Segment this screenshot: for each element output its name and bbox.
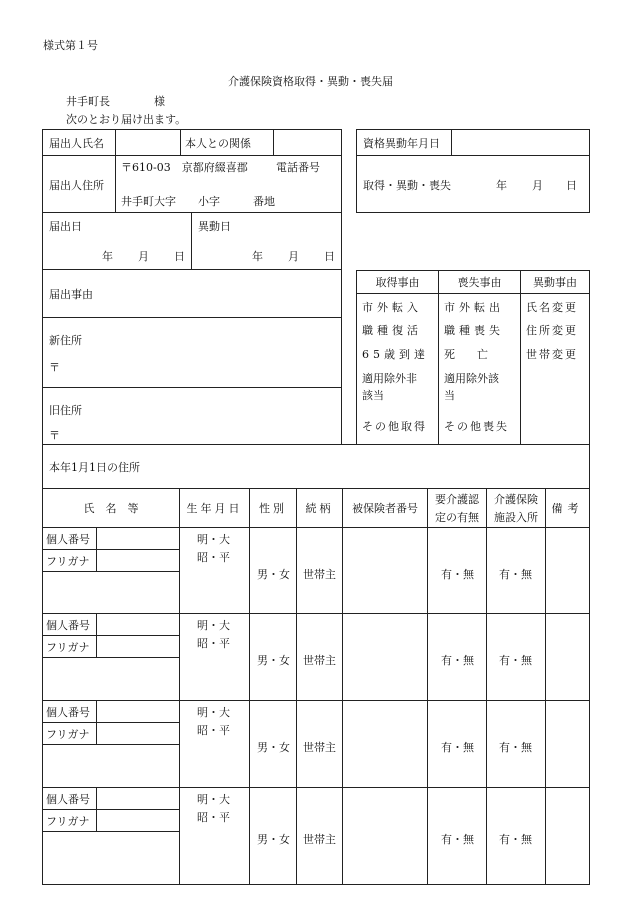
th-relation: 続柄 [305,502,334,515]
acquire-reason-occupation-revival[interactable]: 職種復活 [362,324,422,337]
sex-options: 男・女 [257,833,290,846]
relation-field[interactable] [296,613,343,701]
report-year-label: 年 [102,250,113,263]
change-reason-header: 異動事由 [533,276,577,289]
applicant-name-field[interactable] [115,129,181,156]
th-care-1: 要介護認 [435,493,479,506]
id-number-label: 個人番号 [46,533,90,546]
applicant-address-label: 届出人住所 [49,179,104,192]
insured-number-field[interactable] [342,787,428,885]
id-number-label-cell [42,613,97,636]
care-cert-options: 有・無 [441,654,474,667]
relation-field[interactable] [296,700,343,788]
id-number-label-cell [42,787,97,810]
remarks-field[interactable] [545,700,590,788]
th-birth: 生年月日 [186,502,243,515]
era-meiji-taisho: 明・大 [197,793,230,806]
th-care-cell [427,488,487,528]
move-date-field[interactable] [191,212,342,270]
th-remarks: 備考 [551,502,584,515]
reason-label: 届出事由 [49,288,93,301]
applicant-address-label-cell [42,155,116,213]
care-cert-field[interactable] [427,527,487,614]
acquire-reason-exemption-cont: 該当 [362,389,384,402]
lose-reason-death[interactable]: 死 亡 [444,348,488,361]
old-address-label: 旧住所 [49,404,82,417]
change-date-label-cell [356,129,452,156]
furigana-label: フリガナ [46,641,90,654]
name-field[interactable] [42,657,180,701]
insured-number-field[interactable] [342,613,428,701]
jan1-address-field[interactable] [42,444,590,489]
furigana-label-cell [42,809,97,832]
applicant-name-label-cell [42,129,116,156]
lose-reason-header: 喪失事由 [457,276,502,289]
birth-date-field[interactable] [179,527,250,614]
report-day-label: 日 [174,250,185,263]
relation-label-cell [180,129,274,156]
lose-reason-other[interactable]: その他喪失 [444,420,509,433]
remarks-field[interactable] [545,787,590,885]
facility-field[interactable] [486,787,546,885]
id-number-label: 個人番号 [46,619,90,632]
report-date-field[interactable] [42,212,192,270]
th-facility-cell [486,488,546,528]
move-date-label: 異動日 [198,220,231,233]
id-number-label-cell [42,527,97,550]
care-cert-field[interactable] [427,700,487,788]
care-cert-field[interactable] [427,613,487,701]
id-number-label: 個人番号 [46,793,90,806]
furigana-field[interactable] [96,809,180,832]
th-remarks-cell [545,488,590,528]
furigana-field[interactable] [96,549,180,572]
lose-reason-header-cell [438,270,521,294]
era-showa-heisei: 昭・平 [197,637,230,650]
form-number: 様式第１号 [43,39,98,52]
change-date-field[interactable] [356,155,590,213]
insured-number-field[interactable] [342,700,428,788]
change-date-blank [451,129,590,156]
postal-address: 〒610-03 京都府綴喜郡 [121,161,248,174]
th-facility-2: 施設入所 [494,511,538,524]
report-month-label: 月 [138,250,149,263]
sex-field[interactable] [249,527,297,614]
move-month-label: 月 [288,250,299,263]
th-name: 氏 名 等 [83,502,139,515]
change-reason-household[interactable]: 世帯変更 [526,348,578,361]
id-number-field[interactable] [96,527,180,550]
id-number-field[interactable] [96,787,180,810]
relation-label: 本人との関係 [185,137,251,150]
addressee: 井手町長 様 [66,95,165,108]
acquire-reason-header: 取得事由 [375,276,420,289]
facility-options: 有・無 [499,568,532,581]
th-insured-no: 被保険者番号 [352,502,418,515]
change-reason-header-cell [520,270,590,294]
birth-date-field[interactable] [179,613,250,701]
reason-field[interactable] [42,269,342,318]
furigana-field[interactable] [96,635,180,658]
name-field[interactable] [42,744,180,788]
lose-reason-list [438,293,521,445]
new-address-postal: 〒 [49,361,60,374]
furigana-label-cell [42,635,97,658]
th-relation-cell [296,488,343,528]
applicant-name-label: 届出人氏名 [49,137,104,150]
form-title: 介護保険資格取得・異動・喪失届 [228,75,393,88]
acquire-reason-list [356,293,439,445]
report-date-label: 届出日 [49,220,82,233]
era-meiji-taisho: 明・大 [197,619,230,632]
th-sex-cell [249,488,297,528]
relation-value: 世帯主 [303,741,336,754]
insured-number-field[interactable] [342,527,428,614]
relation-value: 世帯主 [303,654,336,667]
sex-options: 男・女 [257,568,290,581]
furigana-label: フリガナ [46,815,90,828]
intro-text: 次のとおり届け出ます。 [66,113,187,126]
relation-field[interactable] [296,787,343,885]
change-date-label: 資格異動年月日 [363,137,440,150]
era-showa-heisei: 昭・平 [197,724,230,737]
lose-reason-exemption[interactable]: 適用除外該 [444,372,499,385]
th-birth-cell [179,488,250,528]
lose-reason-exemption-cont: 当 [444,389,455,402]
applicant-address-field[interactable] [115,155,342,213]
th-facility-1: 介護保険 [494,493,538,506]
furigana-label-cell [42,722,97,745]
acquire-reason-exemption[interactable]: 適用除外非 [362,372,417,385]
birth-date-field[interactable] [179,700,250,788]
care-cert-options: 有・無 [441,741,474,754]
year-label: 年 [496,179,507,192]
month-label: 月 [532,179,543,192]
change-types: 取得・異動・喪失 [363,179,451,192]
old-address-postal: 〒 [49,429,60,442]
change-reason-address[interactable]: 住所変更 [526,324,578,337]
th-name-cell [42,488,180,528]
acquire-reason-outside-transfer[interactable]: 市外転入 [362,301,422,314]
sex-field[interactable] [249,613,297,701]
sex-field[interactable] [249,700,297,788]
th-insured-no-cell [342,488,428,528]
facility-field[interactable] [486,527,546,614]
th-sex: 性別 [259,502,287,515]
th-care-2: 定の有無 [435,511,479,524]
relation-value: 世帯主 [303,833,336,846]
acquire-reason-header-cell [356,270,439,294]
sex-options: 男・女 [257,741,290,754]
era-showa-heisei: 昭・平 [197,811,230,824]
jan1-address-label: 本年1月1日の住所 [49,461,140,474]
relation-field[interactable] [296,527,343,614]
change-reason-name[interactable]: 氏名変更 [526,301,578,314]
remarks-field[interactable] [545,527,590,614]
sex-options: 男・女 [257,654,290,667]
town-address: 井手町大字 小字 番地 [121,195,275,208]
facility-field[interactable] [486,613,546,701]
id-number-field[interactable] [96,700,180,723]
name-field[interactable] [42,571,180,614]
id-number-field[interactable] [96,613,180,636]
facility-options: 有・無 [499,833,532,846]
era-showa-heisei: 昭・平 [197,551,230,564]
furigana-label-cell [42,549,97,572]
birth-date-field[interactable] [179,787,250,885]
furigana-label: フリガナ [46,728,90,741]
day-label: 日 [566,179,577,192]
facility-options: 有・無 [499,741,532,754]
furigana-label: フリガナ [46,555,90,568]
remarks-field[interactable] [545,613,590,701]
name-field[interactable] [42,831,180,885]
old-address-field[interactable] [42,387,342,445]
acquire-reason-age-65[interactable]: 65歳到達 [362,348,429,361]
sex-field[interactable] [249,787,297,885]
new-address-label: 新住所 [49,334,82,347]
lose-reason-outside-move[interactable]: 市外転出 [444,301,504,314]
facility-options: 有・無 [499,654,532,667]
id-number-label-cell [42,700,97,723]
era-meiji-taisho: 明・大 [197,706,230,719]
move-day-label: 日 [324,250,335,263]
relation-field[interactable] [273,129,342,156]
move-year-label: 年 [252,250,263,263]
care-cert-options: 有・無 [441,568,474,581]
furigana-field[interactable] [96,722,180,745]
facility-field[interactable] [486,700,546,788]
new-address-field[interactable] [42,317,342,388]
id-number-label: 個人番号 [46,706,90,719]
care-cert-options: 有・無 [441,833,474,846]
lose-reason-occupation-loss[interactable]: 職種喪失 [444,324,504,337]
acquire-reason-other[interactable]: その他取得 [362,420,427,433]
era-meiji-taisho: 明・大 [197,533,230,546]
care-cert-field[interactable] [427,787,487,885]
relation-value: 世帯主 [303,568,336,581]
phone-label: 電話番号 [276,161,320,174]
change-reason-list [520,293,590,445]
